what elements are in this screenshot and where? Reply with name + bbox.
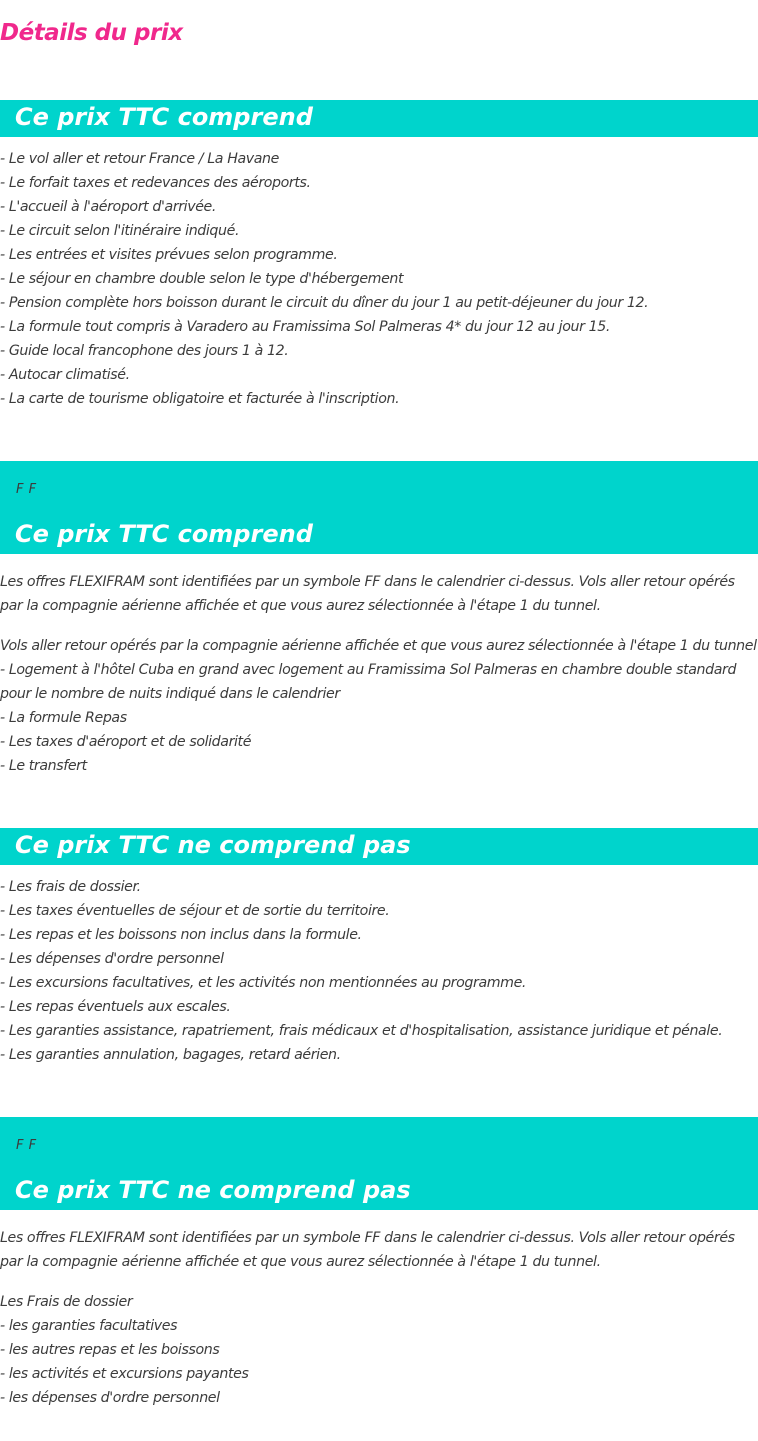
list-item: - Logement à l'hôtel Cuba en grand avec logement au Framissima Sol Palmeras en chambre double standard pour le nombre de nuits indiqué dans le calendrier: [0, 662, 737, 702]
excludes-list: [0, 875, 758, 1067]
list-item: - Les dépenses d'ordre personnel: [0, 951, 224, 967]
includes-list: [0, 147, 758, 411]
list-item: - Le circuit selon l'itinéraire indiqué.: [0, 223, 240, 239]
section-title: Ce prix TTC ne comprend pas: [15, 1176, 411, 1204]
list-item: - les activités et excursions payantes: [0, 1366, 249, 1382]
ff-label: F F: [16, 482, 37, 497]
list-item: - Les taxes d'aéroport et de solidarité: [0, 734, 252, 750]
list-item: - Pension complète hors boisson durant le circuit du dîner du jour 1 au petit-déjeuner du jour 12.: [0, 295, 649, 311]
flexifram-intro: Les offres FLEXIFRAM sont identifiées par un symbole FF dans le calendrier ci-dessus. Vols aller retour opérés par la compagnie aérienne affichée et que vous aurez sélectionnée à l'étape 1 du tunnel.: [0, 574, 735, 614]
list-item: - La formule Repas: [0, 710, 127, 726]
list-item: - Les frais de dossier.: [0, 879, 141, 895]
section-title: Ce prix TTC comprend: [15, 103, 313, 131]
list-item: - Le transfert: [0, 758, 87, 774]
flexifram-excludes-list: [0, 1290, 758, 1410]
section-header-excludes: [0, 828, 758, 865]
list-item: - La formule tout compris à Varadero au Framissima Sol Palmeras 4* du jour 12 au jour 15.: [0, 319, 610, 335]
list-item: - Guide local francophone des jours 1 à 12.: [0, 343, 289, 359]
section-header-flexifram-excludes: [0, 1117, 758, 1210]
flexifram-includes-list: [0, 634, 758, 778]
page-title: Détails du prix: [0, 20, 183, 46]
list-item: - Les repas éventuels aux escales.: [0, 999, 231, 1015]
section-title: Ce prix TTC ne comprend pas: [15, 831, 411, 859]
section-title: Ce prix TTC comprend: [15, 520, 313, 548]
list-item: - Les repas et les boissons non inclus dans la formule.: [0, 927, 362, 943]
list-item: - Les garanties assistance, rapatriement, frais médicaux et d'hospitalisation, assistance juridique et pénale.: [0, 1023, 723, 1039]
list-item: - Le vol aller et retour France / La Havane: [0, 151, 279, 167]
section-header-includes: [0, 100, 758, 137]
list-item: - les garanties facultatives: [0, 1318, 178, 1334]
list-item: - les dépenses d'ordre personnel: [0, 1390, 220, 1406]
list-item: - L'accueil à l'aéroport d'arrivée.: [0, 199, 216, 215]
list-item: - Autocar climatisé.: [0, 367, 130, 383]
list-item: - Le forfait taxes et redevances des aéroports.: [0, 175, 311, 191]
list-item: - Les taxes éventuelles de séjour et de sortie du territoire.: [0, 903, 390, 919]
list-item: - les autres repas et les boissons: [0, 1342, 220, 1358]
list-item: - La carte de tourisme obligatoire et facturée à l'inscription.: [0, 391, 400, 407]
section-header-flexifram-includes: [0, 461, 758, 554]
flexifram-intro: Les offres FLEXIFRAM sont identifiées par un symbole FF dans le calendrier ci-dessus. Vols aller retour opérés par la compagnie aérienne affichée et que vous aurez sélectionnée à l'étape 1 du tunnel.: [0, 1230, 735, 1270]
list-item: - Le séjour en chambre double selon le type d'hébergement: [0, 271, 404, 287]
ff-label: F F: [16, 1138, 37, 1153]
list-item: - Les entrées et visites prévues selon programme.: [0, 247, 338, 263]
list-item: - Les garanties annulation, bagages, retard aérien.: [0, 1047, 341, 1063]
list-item: Vols aller retour opérés par la compagnie aérienne affichée et que vous aurez sélectionnée à l'étape 1 du tunnel: [0, 638, 757, 654]
list-item: Les Frais de dossier: [0, 1294, 133, 1310]
list-item: - Les excursions facultatives, et les activités non mentionnées au programme.: [0, 975, 527, 991]
